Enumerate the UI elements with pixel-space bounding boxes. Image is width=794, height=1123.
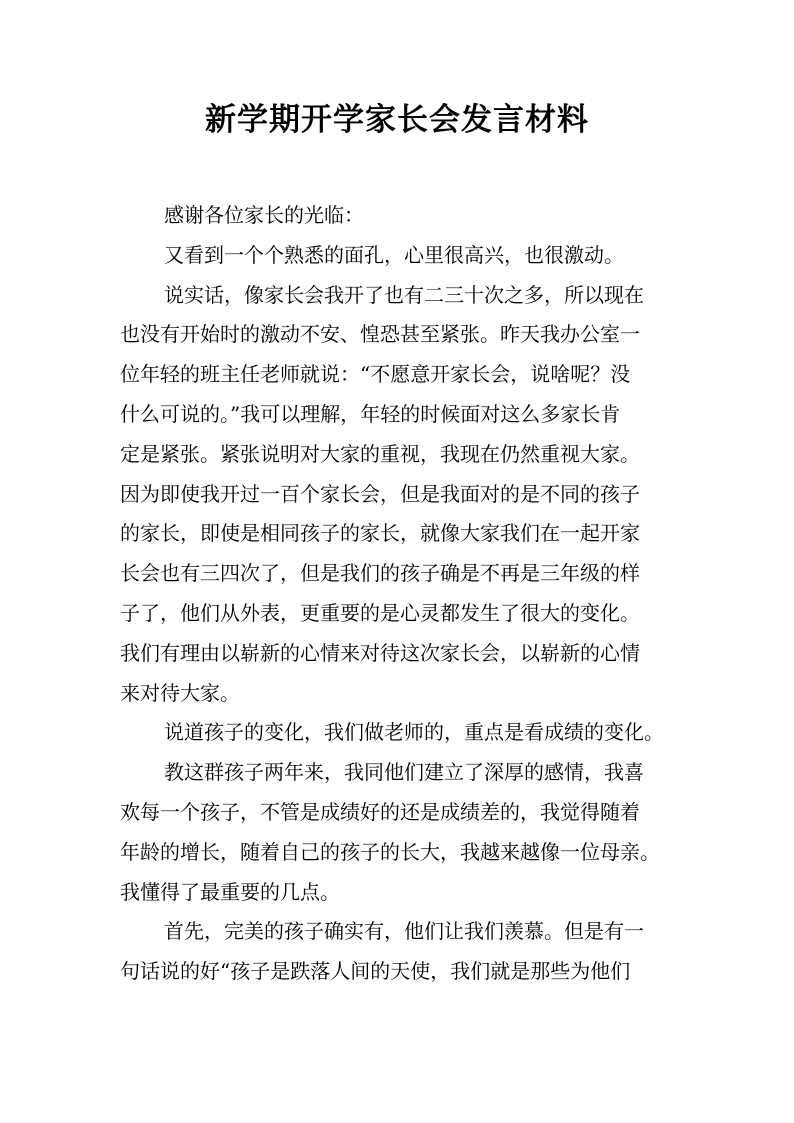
- text-line: 说实话，像家长会我开了也有二三十次之多，所以现在: [164, 282, 644, 307]
- text-line: 我懂得了最重要的几点。: [120, 879, 340, 904]
- text-line: 因为即使我开过一百个家长会，但是我面对的是不同的孩子: [120, 481, 640, 506]
- document-body: [120, 196, 680, 992]
- text-line: 感谢各位家长的光临：: [164, 203, 364, 227]
- text-line: 位年轻的班主任老师就说：“不愿意开家长会，说啥呢？没: [120, 362, 631, 387]
- text-line: 首先，完美的孩子确实有，他们让我们羡慕。但是有一: [164, 919, 644, 944]
- text-line: 说道孩子的变化，我们做老师的，重点是看成绩的变化。: [164, 720, 664, 745]
- text-line: 教这群孩子两年来，我同他们建立了深厚的感情，我喜: [164, 760, 644, 785]
- text-line: 年龄的增长，随着自己的孩子的长大，我越来越像一位母亲。: [120, 839, 660, 864]
- text-line: 句话说的好“孩子是跌落人间的天使，我们就是那些为他们: [120, 959, 631, 984]
- text-line: 也没有开始时的激动不安、惶恐甚至紧张。昨天我办公室一: [120, 322, 640, 347]
- text-line: 的家长，即使是相同孩子的家长，就像大家我们在一起开家: [120, 521, 640, 546]
- text-line: 长会也有三四次了，但是我们的孩子确是不再是三年级的样: [120, 561, 640, 586]
- document-title: 新学期开学家长会发言材料: [205, 102, 589, 138]
- text-line: 什么可说的。”我可以理解，年轻的时候面对这么多家长肯: [120, 401, 621, 426]
- text-line: 我们有理由以崭新的心情来对待这次家长会，以崭新的心情: [120, 640, 640, 665]
- text-line: 又看到一个个熟悉的面孔，心里很高兴，也很激动。: [164, 242, 624, 267]
- text-line: 定是紧张。紧张说明对大家的重视，我现在仍然重视大家。: [120, 441, 640, 466]
- text-line: 子了，他们从外表，更重要的是心灵都发生了很大的变化。: [120, 600, 640, 625]
- text-line: 欢每一个孩子，不管是成绩好的还是成绩差的，我觉得随着: [120, 799, 640, 824]
- text-line: 来对待大家。: [120, 680, 240, 705]
